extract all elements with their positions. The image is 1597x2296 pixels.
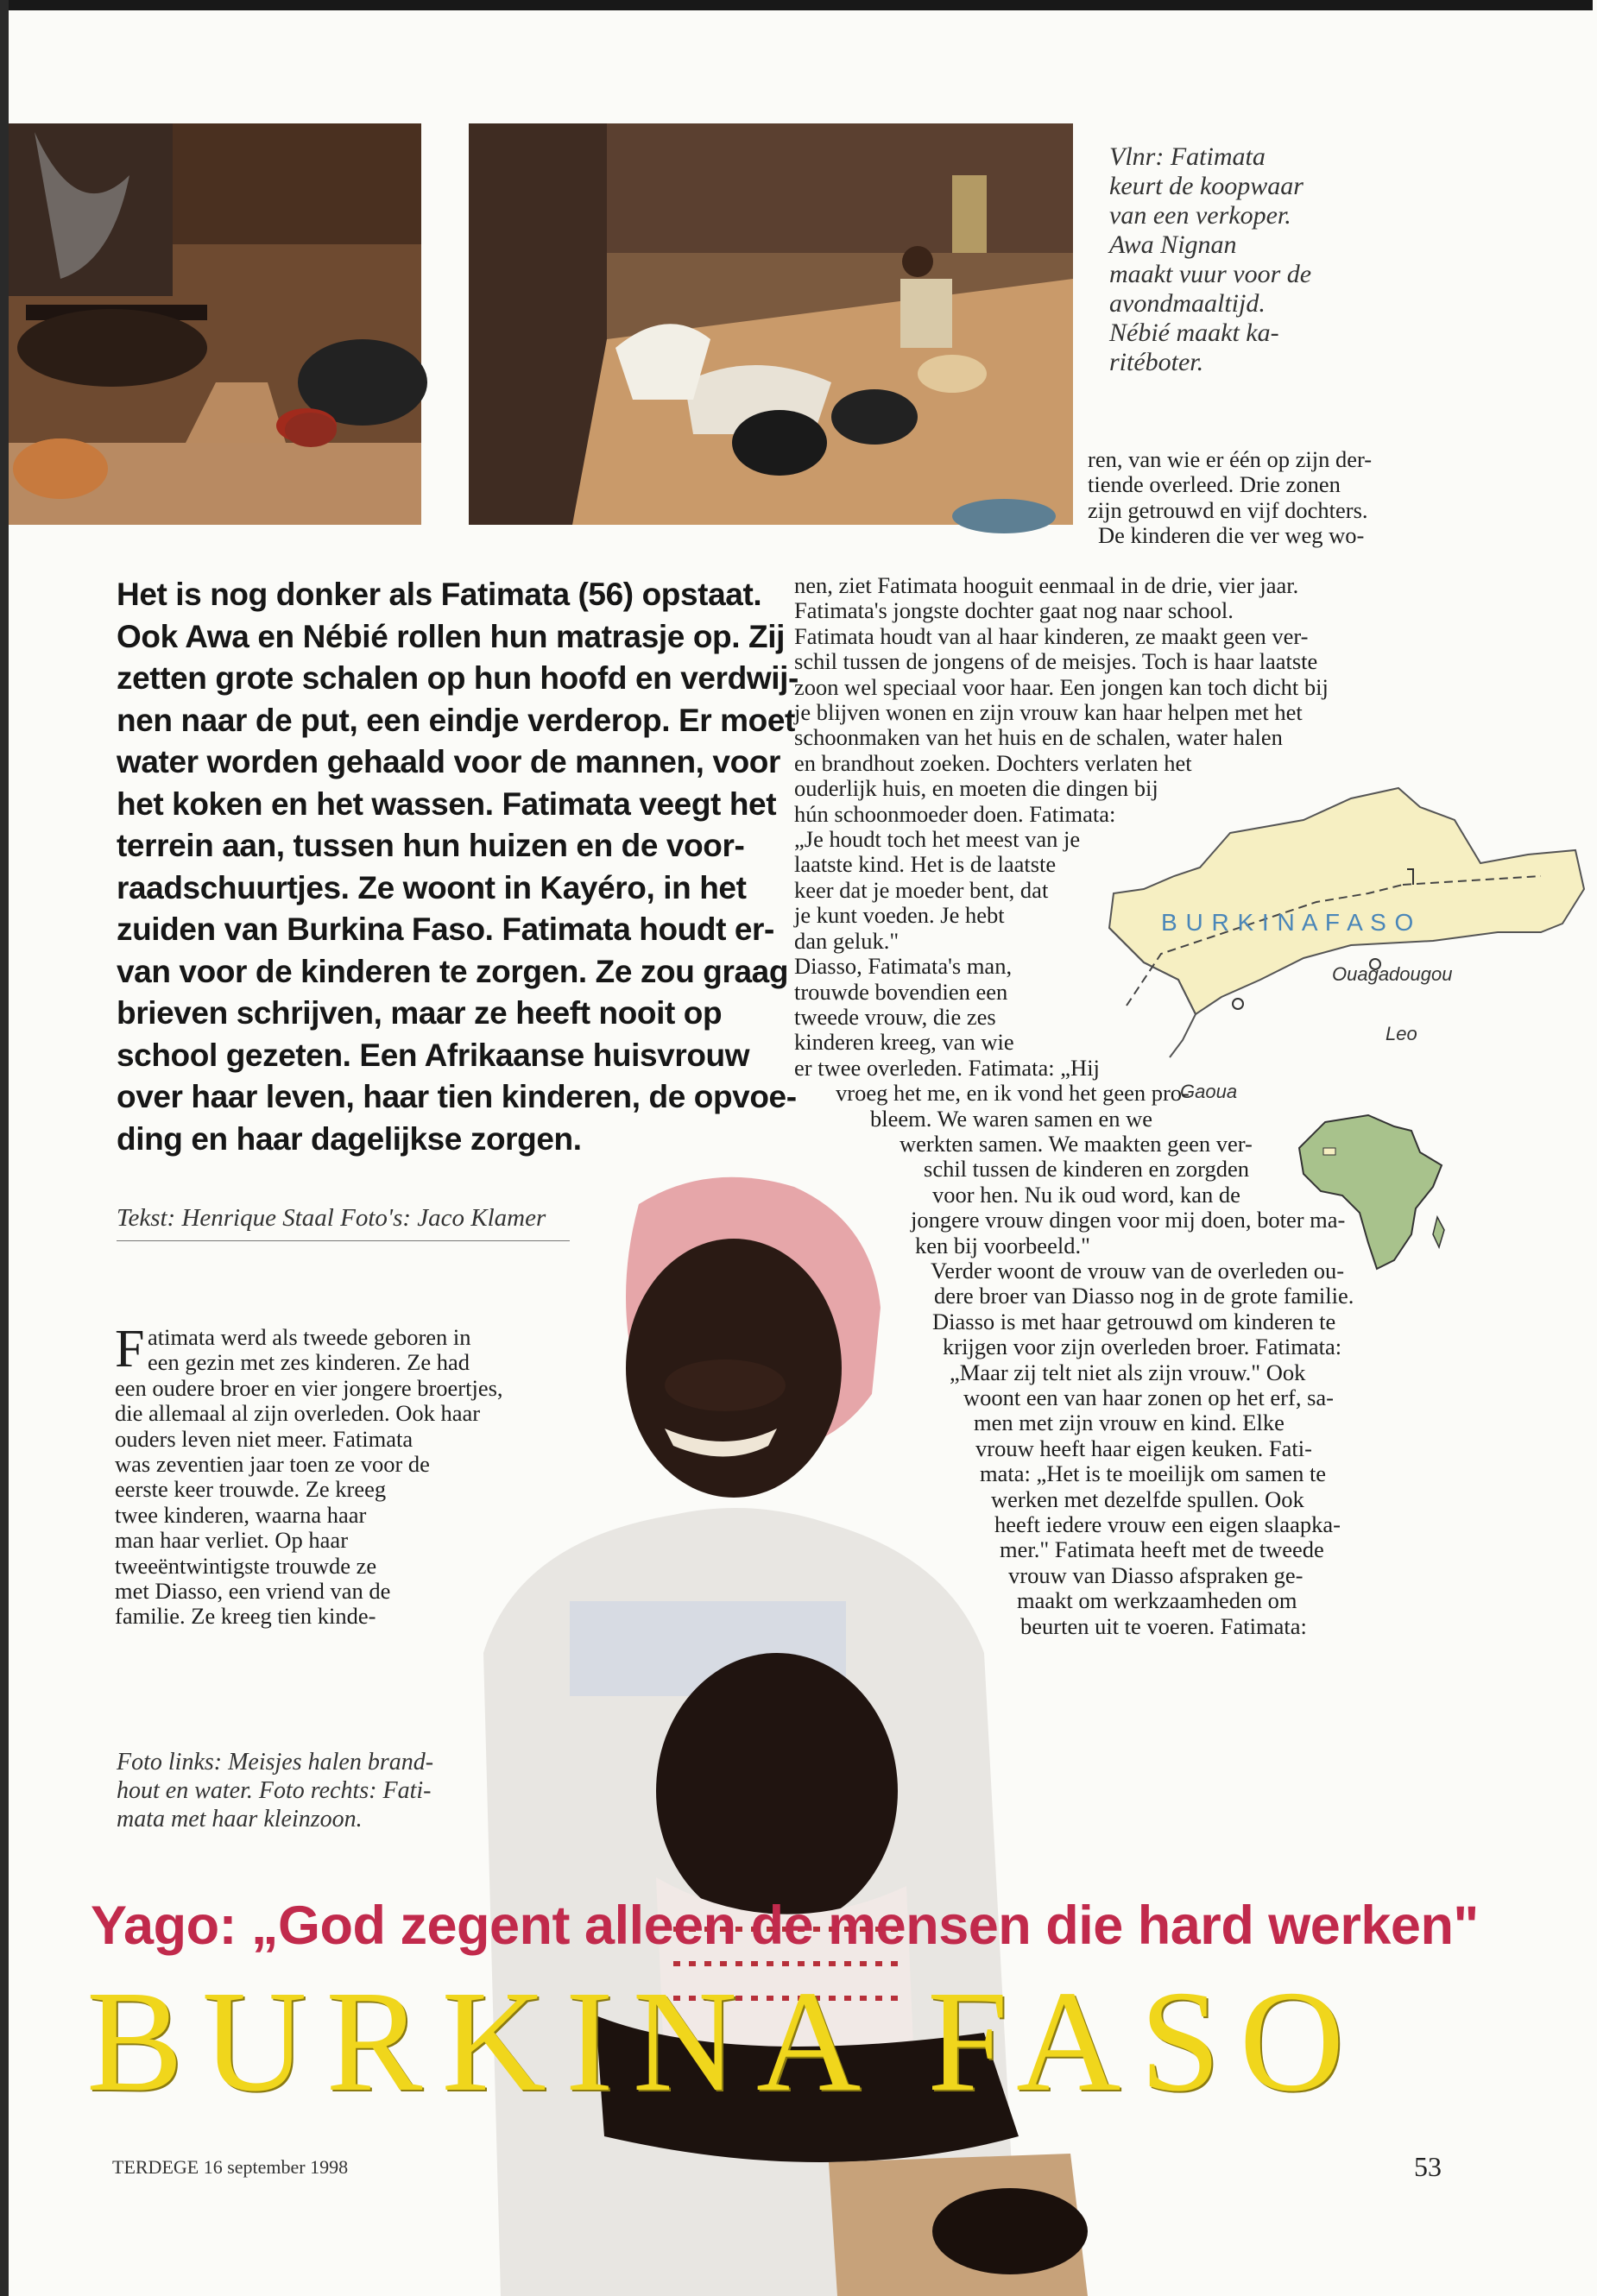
- text-line: een gezin met zes kinderen. Ze had: [148, 1349, 470, 1376]
- text-line: was zeventien jaar toen ze voor de: [115, 1451, 430, 1478]
- intro-line: raadschuurtjes. Ze woont in Kayéro, in het: [117, 869, 747, 905]
- footer-publication: TERDEGE 16 september 1998: [112, 2156, 349, 2178]
- text-line: die allemaal al zijn overleden. Ook haar: [115, 1400, 481, 1427]
- text-line: Fatimata's jongste dochter gaat nog naar school.: [794, 597, 1234, 624]
- text-line: vrouw heeft haar eigen keuken. Fati-: [975, 1435, 1312, 1461]
- text-line: werken met dezelfde spullen. Ook: [991, 1485, 1304, 1512]
- text-line: eerste keer trouwde. Ze kreeg: [115, 1476, 387, 1503]
- text-line: Diasso, Fatimata's man,: [794, 953, 1013, 980]
- text-line: ouders leven niet meer. Fatimata: [115, 1425, 413, 1452]
- photo-caption-left: [117, 1748, 433, 1833]
- text-line: mata: „Het is te moeilijk om samen te: [980, 1460, 1327, 1487]
- caption-line: Foto links: Meisjes halen brand-: [117, 1749, 434, 1776]
- intro-line: het koken en het wassen. Fatimata veegt het: [117, 785, 777, 822]
- text-line: en brandhout zoeken. Dochters verlaten het: [794, 749, 1192, 776]
- caption-line: Awa Nignan: [1109, 230, 1237, 259]
- text-line: schil tussen de jongens of de meisjes. Toch is haar laatste: [794, 648, 1318, 675]
- intro-line: zetten grote schalen op hun hoofd en verdwij-: [117, 660, 798, 696]
- text-line: je kunt voeden. Je hebt: [794, 902, 1005, 929]
- pull-quote: Yago: „God zegent alleen de mensen die hard werken": [91, 1895, 1479, 1956]
- text-line: dan geluk.": [794, 927, 899, 954]
- scan-border-top: [0, 0, 1593, 10]
- text-line: schil tussen de kinderen en zorgden: [924, 1156, 1250, 1183]
- article-column-2-top: [1088, 447, 1450, 549]
- caption-line: avondmaaltijd.: [1109, 289, 1266, 318]
- text-line: Verder woont de vrouw van de overleden ou-: [931, 1257, 1345, 1284]
- text-line: tiende overleed. Drie zonen: [1088, 471, 1341, 498]
- text-line: Diasso is met haar getrouwd om kinderen te: [932, 1308, 1336, 1334]
- text-line: krijgen voor zijn overleden broer. Fatimata:: [943, 1334, 1342, 1360]
- intro-line: Het is nog donker als Fatimata (56) opstaat.: [117, 577, 762, 612]
- text-line: laatste kind. Het is de laatste: [794, 851, 1057, 878]
- text-line: je blijven wonen en zijn vrouw kan haar helpen met het: [794, 699, 1303, 726]
- text-line: hún schoonmoeder doen. Fatimata:: [794, 800, 1116, 827]
- text-line: werkten samen. We maakten geen ver-: [899, 1130, 1253, 1157]
- drop-cap: F: [115, 1320, 145, 1378]
- caption-line: Vlnr: Fatimata: [1109, 142, 1266, 171]
- text-line: vrouw van Diasso afspraken ge-: [1008, 1561, 1303, 1588]
- text-line: vroeg het me, en ik vond het geen pro-: [836, 1080, 1190, 1107]
- intro-line: van voor de kinderen te zorgen. Ze zou graag: [117, 953, 789, 989]
- text-line: dere broer van Diasso nog in de grote familie.: [934, 1283, 1354, 1309]
- article-title: BURKINA FASO: [86, 1961, 1364, 2122]
- text-line: zoon wel speciaal voor haar. Een jongen kan toch dicht bij: [794, 673, 1329, 700]
- photo-caption-top: [1109, 142, 1368, 377]
- text-line: er twee overleden. Fatimata: „Hij: [794, 1054, 1100, 1081]
- caption-line: mata met haar kleinzoon.: [117, 1806, 363, 1832]
- intro-line: over haar leven, haar tien kinderen, de opvoe-: [117, 1079, 797, 1114]
- text-line: maakt om werkzaamheden om: [1017, 1587, 1297, 1614]
- text-line: woont een van haar zonen op het erf, sa-: [963, 1385, 1334, 1410]
- caption-line: hout en water. Foto rechts: Fati-: [117, 1777, 432, 1804]
- text-line: twee kinderen, waarna haar: [115, 1501, 367, 1528]
- author-credit: Tekst: Henrique Staal Foto's: Jaco Klamer: [117, 1204, 546, 1232]
- text-line: een oudere broer en vier jongere broertjes,: [115, 1374, 503, 1401]
- intro-line: school gezeten. Een Afrikaanse huisvrouw: [117, 1037, 750, 1073]
- intro-line: ding en haar dagelijkse zorgen.: [117, 1120, 582, 1157]
- caption-line: maakt vuur voor de: [1109, 260, 1312, 288]
- text-line: ken bij voorbeeld.": [915, 1232, 1090, 1258]
- caption-line: van een verkoper.: [1109, 201, 1291, 230]
- text-line: mer." Fatimata heeft met de tweede: [1000, 1536, 1324, 1563]
- text-line: ouderlijk huis, en moeten die dingen bij: [794, 775, 1158, 802]
- text-line: tweeëntwintigste trouwde ze: [115, 1552, 377, 1579]
- text-line: nen, ziet Fatimata hooguit eenmaal in de drie, vier jaar.: [794, 572, 1299, 598]
- text-line: trouwde bovendien een: [794, 978, 1008, 1005]
- text-line: De kinderen die ver weg wo-: [1098, 522, 1365, 549]
- article-column-1: [115, 1320, 598, 1630]
- intro-paragraph: [117, 574, 798, 1160]
- text-line: „Je houdt toch het meest van je: [794, 826, 1081, 853]
- text-line: keer dat je moeder bent, dat: [794, 876, 1049, 903]
- map-city-gaoua: Gaoua: [1180, 1081, 1238, 1102]
- text-line: beurten uit te voeren. Fatimata:: [1020, 1612, 1307, 1639]
- intro-line: water worden gehaald voor de mannen, voor: [117, 744, 780, 779]
- intro-line: terrein aan, tussen hun huizen en de voor-: [117, 828, 745, 863]
- text-line: men met zijn vrouw en kind. Elke: [974, 1410, 1285, 1436]
- intro-line: brieven schrijven, maar ze heeft nooit op: [117, 995, 723, 1031]
- text-line: jongere vrouw dingen voor mij doen, boter ma-: [911, 1207, 1346, 1233]
- text-line: kinderen kreeg, van wie: [794, 1029, 1014, 1056]
- caption-line: keurt de koopwaar: [1109, 172, 1303, 200]
- photo-market-women: [469, 123, 1073, 525]
- map-city-ouagadougou: Ouagadougou: [1332, 963, 1453, 985]
- text-line: voor hen. Nu ik oud word, kan de: [932, 1181, 1240, 1208]
- text-line: schoonmaken van het huis en de schalen, water halen: [794, 724, 1283, 751]
- text-line: met Diasso, een vriend van de: [115, 1578, 391, 1605]
- intro-line: zuiden van Burkina Faso. Fatimata houdt er-: [117, 911, 774, 947]
- text-line: man haar verliet. Op haar: [115, 1527, 349, 1554]
- map-city-leo: Leo: [1386, 1023, 1417, 1044]
- article-column-2: [794, 572, 1453, 1639]
- page-number: 53: [1414, 2151, 1442, 2182]
- text-line: Fatimata houdt van al haar kinderen, ze maakt geen ver-: [794, 622, 1309, 649]
- text-line: tweede vrouw, die zes: [794, 1003, 996, 1030]
- text-line: bleem. We waren samen en we: [870, 1105, 1153, 1132]
- map-country-label: B U R K I N A F A S O: [1161, 909, 1415, 936]
- text-line: ren, van wie er één op zijn der-: [1088, 446, 1373, 472]
- text-line: atimata werd als tweede geboren in: [148, 1324, 471, 1350]
- photo-cooking-fire: [9, 123, 421, 525]
- intro-line: Ook Awa en Nébié rollen hun matrasje op. Zij: [117, 618, 785, 654]
- text-line: familie. Ze kreeg tien kinde-: [115, 1603, 376, 1630]
- caption-line: Nébié maakt ka-: [1109, 319, 1279, 347]
- scan-border-left: [0, 0, 9, 2296]
- text-line: „Maar zij telt niet als zijn vrouw." Ook: [950, 1359, 1306, 1385]
- caption-line: ritéboter.: [1109, 348, 1204, 376]
- credit-divider: [117, 1240, 570, 1241]
- intro-line: nen naar de put, een eindje verderop. Er moet: [117, 702, 795, 738]
- text-line: heeft iedere vrouw een eigen slaapka-: [994, 1511, 1341, 1538]
- text-line: zijn getrouwd en vijf dochters.: [1088, 496, 1368, 523]
